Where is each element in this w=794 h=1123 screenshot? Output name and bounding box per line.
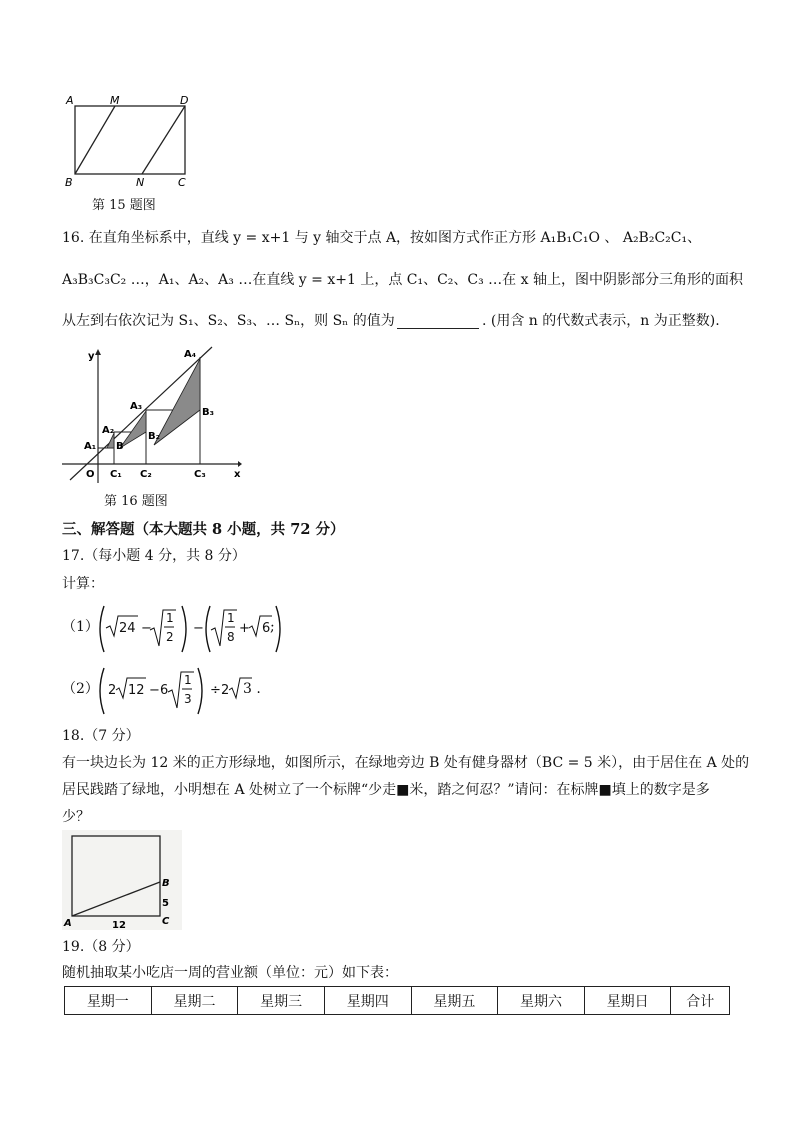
fig18-label-c: C xyxy=(162,916,170,927)
fig18-label-5: 5 xyxy=(162,898,169,909)
svg-text:1: 1 xyxy=(166,611,174,625)
q16-answer-blank xyxy=(397,328,479,329)
fig15-label-b: B xyxy=(65,176,73,189)
q17-part1-label: （1） xyxy=(62,619,99,635)
fig15-caption: 第 15 题图 xyxy=(92,198,156,213)
figure-15 xyxy=(60,92,200,192)
svg-text:+: + xyxy=(239,621,250,636)
q16-line-3b: . (用含 n 的代数式表示，n 为正整数). xyxy=(482,313,720,329)
figure-18 xyxy=(62,830,182,930)
fig16-x-arrow xyxy=(238,461,242,467)
table-header-cell: 星期一 xyxy=(65,987,152,1015)
table-header-cell: 星期四 xyxy=(324,987,411,1015)
table-header-row xyxy=(65,987,730,1015)
q17-instruction: 计算： xyxy=(62,576,104,592)
q16-line-3a: 从左到右依次记为 S₁、S₂、S₃、… Sₙ，则 Sₙ 的值为 xyxy=(62,313,395,329)
q17-heading: 17.（每小题 4 分，共 8 分） xyxy=(62,548,246,564)
fig16-label-b2: B₂ xyxy=(148,431,161,442)
fig18-label-b: B xyxy=(162,878,170,889)
svg-text:12: 12 xyxy=(128,683,145,698)
fig16-caption: 第 16 题图 xyxy=(104,494,168,509)
fig16-label-a3: A₃ xyxy=(130,401,143,412)
q18-line-2: 居民践踏了绿地，小明想在 A 处树立了一个标牌“少走■米，踏之何忍？”请问：在标牌■填上的数字是多 xyxy=(62,782,710,798)
q17-part2-label: （2） xyxy=(62,681,99,697)
table-header-cell: 星期二 xyxy=(151,987,238,1015)
svg-text:24: 24 xyxy=(119,621,136,636)
table-header-cell: 星期六 xyxy=(498,987,585,1015)
fig16-label-o: O xyxy=(86,469,95,480)
svg-text:÷: ÷ xyxy=(210,683,221,698)
q19-intro: 随机抽取某小吃店一周的营业额（单位：元）如下表： xyxy=(62,965,398,981)
q16-line-1: 16. 在直角坐标系中，直线 y = x+1 与 y 轴交于点 A，按如图方式作正方形 A₁B₁C₁O 、 A₂B₂C₂C₁、 xyxy=(62,230,702,246)
figure-16 xyxy=(62,345,242,485)
fig16-label-b3: B₃ xyxy=(202,407,215,418)
q18-line-3: 少？ xyxy=(62,809,90,825)
fig16-square-1 xyxy=(98,448,114,464)
fig16-label-y: y xyxy=(88,351,95,362)
fig15-label-m: M xyxy=(110,94,120,107)
fig16-label-a2: A₂ xyxy=(102,425,115,436)
fig16-label-a1: A₁ xyxy=(84,441,97,452)
svg-text:6: 6 xyxy=(262,621,271,636)
fig15-rectangle xyxy=(75,106,185,174)
table-header-cell: 星期日 xyxy=(584,987,671,1015)
fig18-label-a: A xyxy=(64,918,72,929)
fig15-label-c: C xyxy=(178,176,186,189)
svg-text:8: 8 xyxy=(227,630,235,644)
fig15-line-bm xyxy=(75,106,115,174)
fig16-y-arrow xyxy=(95,349,101,355)
fig18-label-12: 12 xyxy=(112,920,126,930)
fig15-label-d: D xyxy=(180,94,189,107)
svg-text:1: 1 xyxy=(227,611,235,625)
svg-text:2: 2 xyxy=(221,683,230,698)
svg-text:3: 3 xyxy=(184,692,192,706)
fig16-label-c1: C₁ xyxy=(110,469,122,480)
q19-heading: 19.（8 分） xyxy=(62,939,140,955)
fig16-label-b1: B xyxy=(116,441,124,452)
q16-line-2: A₃B₃C₃C₂ …，A₁、A₂、A₃ …在直线 y = x+1 上，点 C₁、C₂、C₃ …在 x 轴上，图中阴影部分三角形的面积 xyxy=(62,272,743,288)
fig16-label-a4: A₄ xyxy=(184,349,197,360)
fig16-shaded-s3 xyxy=(154,359,200,445)
fig16-label-c2: C₂ xyxy=(140,469,152,480)
svg-text:−: − xyxy=(141,621,152,636)
fig15-label-a: A xyxy=(66,94,74,107)
svg-text:2: 2 xyxy=(108,683,117,698)
q18-line-1: 有一块边长为 12 米的正方形绿地，如图所示，在绿地旁边 B 处有健身器材（BC = 5 米），由于居住在 A 处的 xyxy=(62,755,750,771)
q17-part2-end: 3 . xyxy=(243,681,261,697)
table-header-cell: 合计 xyxy=(671,987,730,1015)
svg-text:−: − xyxy=(193,621,204,636)
fig16-label-c3: C₃ xyxy=(194,469,206,480)
table-header-cell: 星期三 xyxy=(238,987,325,1015)
fig15-label-n: N xyxy=(136,176,145,189)
table-header-cell: 星期五 xyxy=(411,987,498,1015)
svg-text:2: 2 xyxy=(166,630,174,644)
svg-text:6: 6 xyxy=(160,683,169,698)
q17-part2-expression xyxy=(94,662,254,720)
q18-heading: 18.（7 分） xyxy=(62,728,140,744)
q17-part1-end: ; xyxy=(270,619,275,635)
svg-text:1: 1 xyxy=(184,673,192,687)
section-3-title: 三、解答题（本大题共 8 小题，共 72 分） xyxy=(62,521,345,538)
q17-part1-expression xyxy=(94,600,284,658)
svg-text:−: − xyxy=(149,683,160,698)
fig15-line-nd xyxy=(142,106,185,174)
q19-sales-table xyxy=(64,986,730,1015)
fig16-label-x: x xyxy=(234,469,241,480)
